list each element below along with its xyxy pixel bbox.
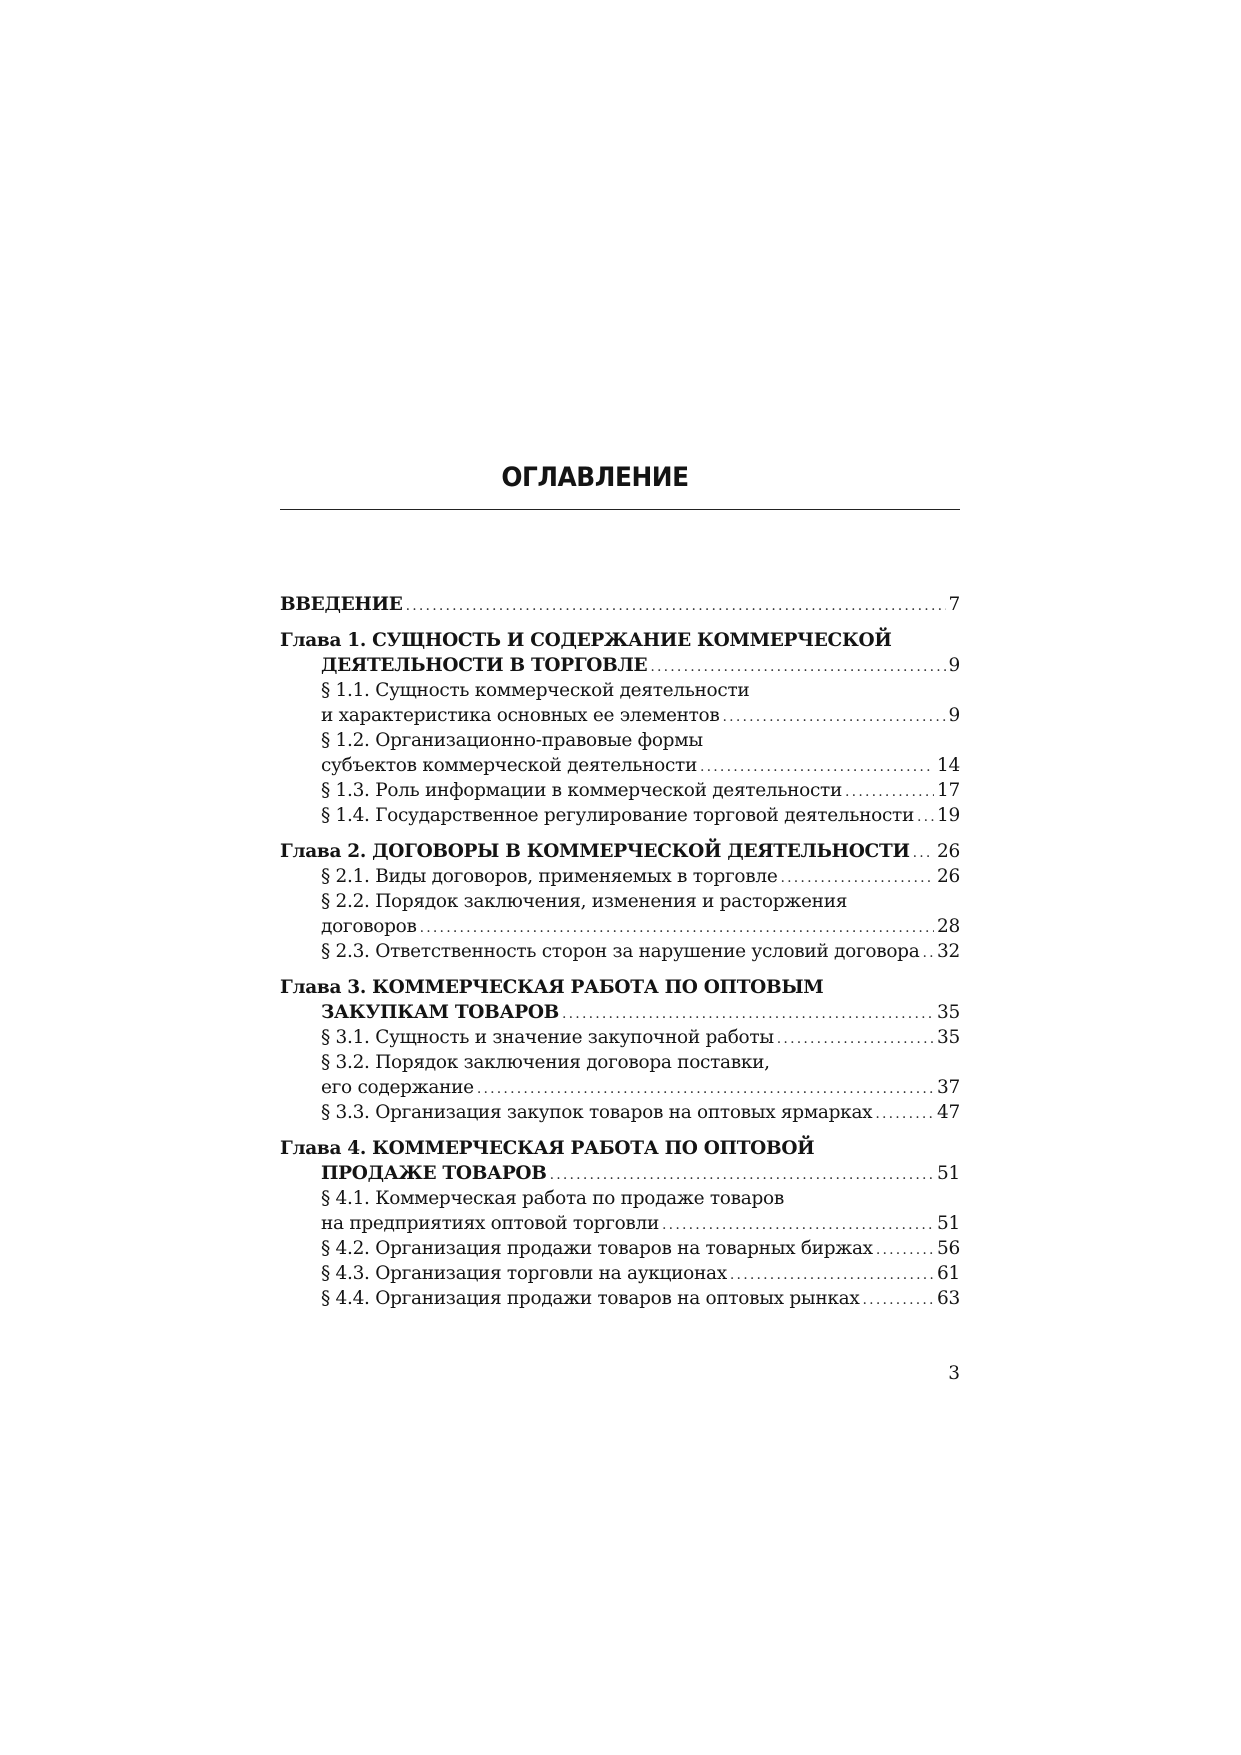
table-of-contents [280, 592, 960, 1322]
dot-leader [662, 1213, 934, 1238]
section-title: § 1.2. Организационно-правовые формы [321, 730, 703, 751]
dot-leader [876, 1238, 934, 1263]
dot-leader [777, 1027, 934, 1052]
toc-entry-label: ВВЕДЕНИЕ [280, 594, 403, 615]
toc-entry [280, 778, 960, 803]
toc-entry [280, 1286, 960, 1311]
toc-page-number: 19 [937, 805, 960, 826]
toc-entry [280, 914, 960, 939]
title-divider [280, 509, 960, 510]
toc-chapter-1 [280, 628, 960, 828]
toc-page-number: 28 [937, 916, 960, 937]
toc-intro [280, 592, 960, 617]
chapter-title-continued: ДЕЯТЕЛЬНОСТИ В ТОРГОВЛЕ [321, 655, 648, 676]
section-title-continued: договоров [321, 916, 417, 937]
toc-chapter-4 [280, 1136, 960, 1311]
toc-page-number: 26 [937, 866, 960, 887]
toc-chapter-heading [280, 1136, 960, 1161]
toc-entry [280, 1236, 960, 1261]
dot-leader [406, 594, 946, 619]
dot-leader [477, 1077, 934, 1102]
chapter-prefix: Глава 2. [280, 841, 373, 862]
toc-page-number: 63 [937, 1288, 960, 1309]
toc-entry [280, 839, 960, 864]
section-title: § 2.1. Виды договоров, применяемых в торговле [321, 866, 778, 887]
dot-leader [913, 841, 934, 866]
toc-entry [280, 1261, 960, 1286]
toc-section [280, 728, 960, 753]
chapter-title: КОММЕРЧЕСКАЯ РАБОТА ПО ОПТОВОЙ [372, 1138, 815, 1159]
toc-page-number: 35 [937, 1002, 960, 1023]
page-number: 3 [948, 1363, 960, 1384]
toc-chapter-3 [280, 975, 960, 1125]
toc-page-number: 9 [948, 705, 960, 726]
toc-page-number: 61 [937, 1263, 960, 1284]
toc-section [280, 889, 960, 914]
toc-entry [280, 753, 960, 778]
toc-entry [280, 653, 960, 678]
section-title: § 3.1. Сущность и значение закупочной работы [321, 1027, 774, 1048]
dot-leader [700, 755, 934, 780]
dot-leader [780, 866, 934, 891]
toc-page-number: 17 [937, 780, 960, 801]
toc-entry [280, 1100, 960, 1125]
section-title: § 1.1. Сущность коммерческой деятельности [321, 680, 750, 701]
toc-entry [280, 803, 960, 828]
toc-section [280, 1186, 960, 1211]
toc-chapter-2 [280, 839, 960, 964]
toc-page-number: 26 [937, 841, 960, 862]
section-title-continued: на предприятиях оптовой торговли [321, 1213, 660, 1234]
dot-leader [863, 1288, 935, 1313]
chapter-title-continued: ПРОДАЖЕ ТОВАРОВ [321, 1163, 547, 1184]
dot-leader [562, 1002, 934, 1027]
chapter-prefix: Глава 3. [280, 977, 373, 998]
section-title: § 2.2. Порядок заключения, изменения и расторжения [321, 891, 848, 912]
toc-chapter-heading [280, 975, 960, 1000]
dot-leader [730, 1263, 934, 1288]
toc-page-number: 37 [937, 1077, 960, 1098]
toc-page-number: 56 [937, 1238, 960, 1259]
section-title-continued: и характеристика основных ее элементов [321, 705, 720, 726]
toc-page-number: 35 [937, 1027, 960, 1048]
dot-leader [845, 780, 934, 805]
dot-leader [875, 1102, 934, 1127]
section-title-continued: субъектов коммерческой деятельности [321, 755, 697, 776]
page-title: ОГЛАВЛЕНИЕ [501, 462, 689, 493]
section-title: § 3.2. Порядок заключения договора поставки, [321, 1052, 770, 1073]
toc-entry [280, 864, 960, 889]
chapter-title-continued: ЗАКУПКАМ ТОВАРОВ [321, 1002, 559, 1023]
section-title: § 2.3. Ответственность сторон за нарушение условий договора [321, 941, 920, 962]
section-title: § 1.3. Роль информации в коммерческой деятельности [321, 780, 843, 801]
dot-leader [917, 805, 934, 830]
dot-leader [550, 1163, 934, 1188]
toc-page-number: 9 [948, 655, 960, 676]
toc-section [280, 678, 960, 703]
dot-leader [650, 655, 945, 680]
dot-leader [420, 916, 934, 941]
toc-page-number: 51 [937, 1163, 960, 1184]
section-title: § 4.4. Организация продажи товаров на оптовых рынках [321, 1288, 860, 1309]
toc-page-number: 14 [937, 755, 960, 776]
section-title: § 4.2. Организация продажи товаров на товарных биржах [321, 1238, 873, 1259]
toc-entry [280, 939, 960, 964]
toc-page-number: 51 [937, 1213, 960, 1234]
dot-leader [723, 705, 946, 730]
chapter-prefix: Глава 4. [280, 1138, 373, 1159]
toc-entry [280, 703, 960, 728]
toc-entry [280, 1000, 960, 1025]
chapter-title: КОММЕРЧЕСКАЯ РАБОТА ПО ОПТОВЫМ [372, 977, 824, 998]
toc-entry [280, 1161, 960, 1186]
section-title: § 4.3. Организация торговли на аукционах [321, 1263, 727, 1284]
section-title: § 4.1. Коммерческая работа по продаже товаров [321, 1188, 784, 1209]
dot-leader [922, 941, 934, 966]
toc-page-number: 7 [948, 594, 960, 615]
toc-entry [280, 592, 960, 617]
toc-entry [280, 1211, 960, 1236]
toc-chapter-heading [280, 628, 960, 653]
toc-section [280, 1050, 960, 1075]
section-title-continued: его содержание [321, 1077, 474, 1098]
chapter-title: СУЩНОСТЬ И СОДЕРЖАНИЕ КОММЕРЧЕСКОЙ [372, 630, 892, 651]
toc-entry [280, 1075, 960, 1100]
toc-page-number: 47 [937, 1102, 960, 1123]
toc-page-number: 32 [937, 941, 960, 962]
section-title: § 1.4. Государственное регулирование торговой деятельности [321, 805, 914, 826]
toc-entry [280, 1025, 960, 1050]
chapter-title: ДОГОВОРЫ В КОММЕРЧЕСКОЙ ДЕЯТЕЛЬНОСТИ [372, 841, 910, 862]
chapter-prefix: Глава 1. [280, 630, 373, 651]
section-title: § 3.3. Организация закупок товаров на оптовых ярмарках [321, 1102, 873, 1123]
